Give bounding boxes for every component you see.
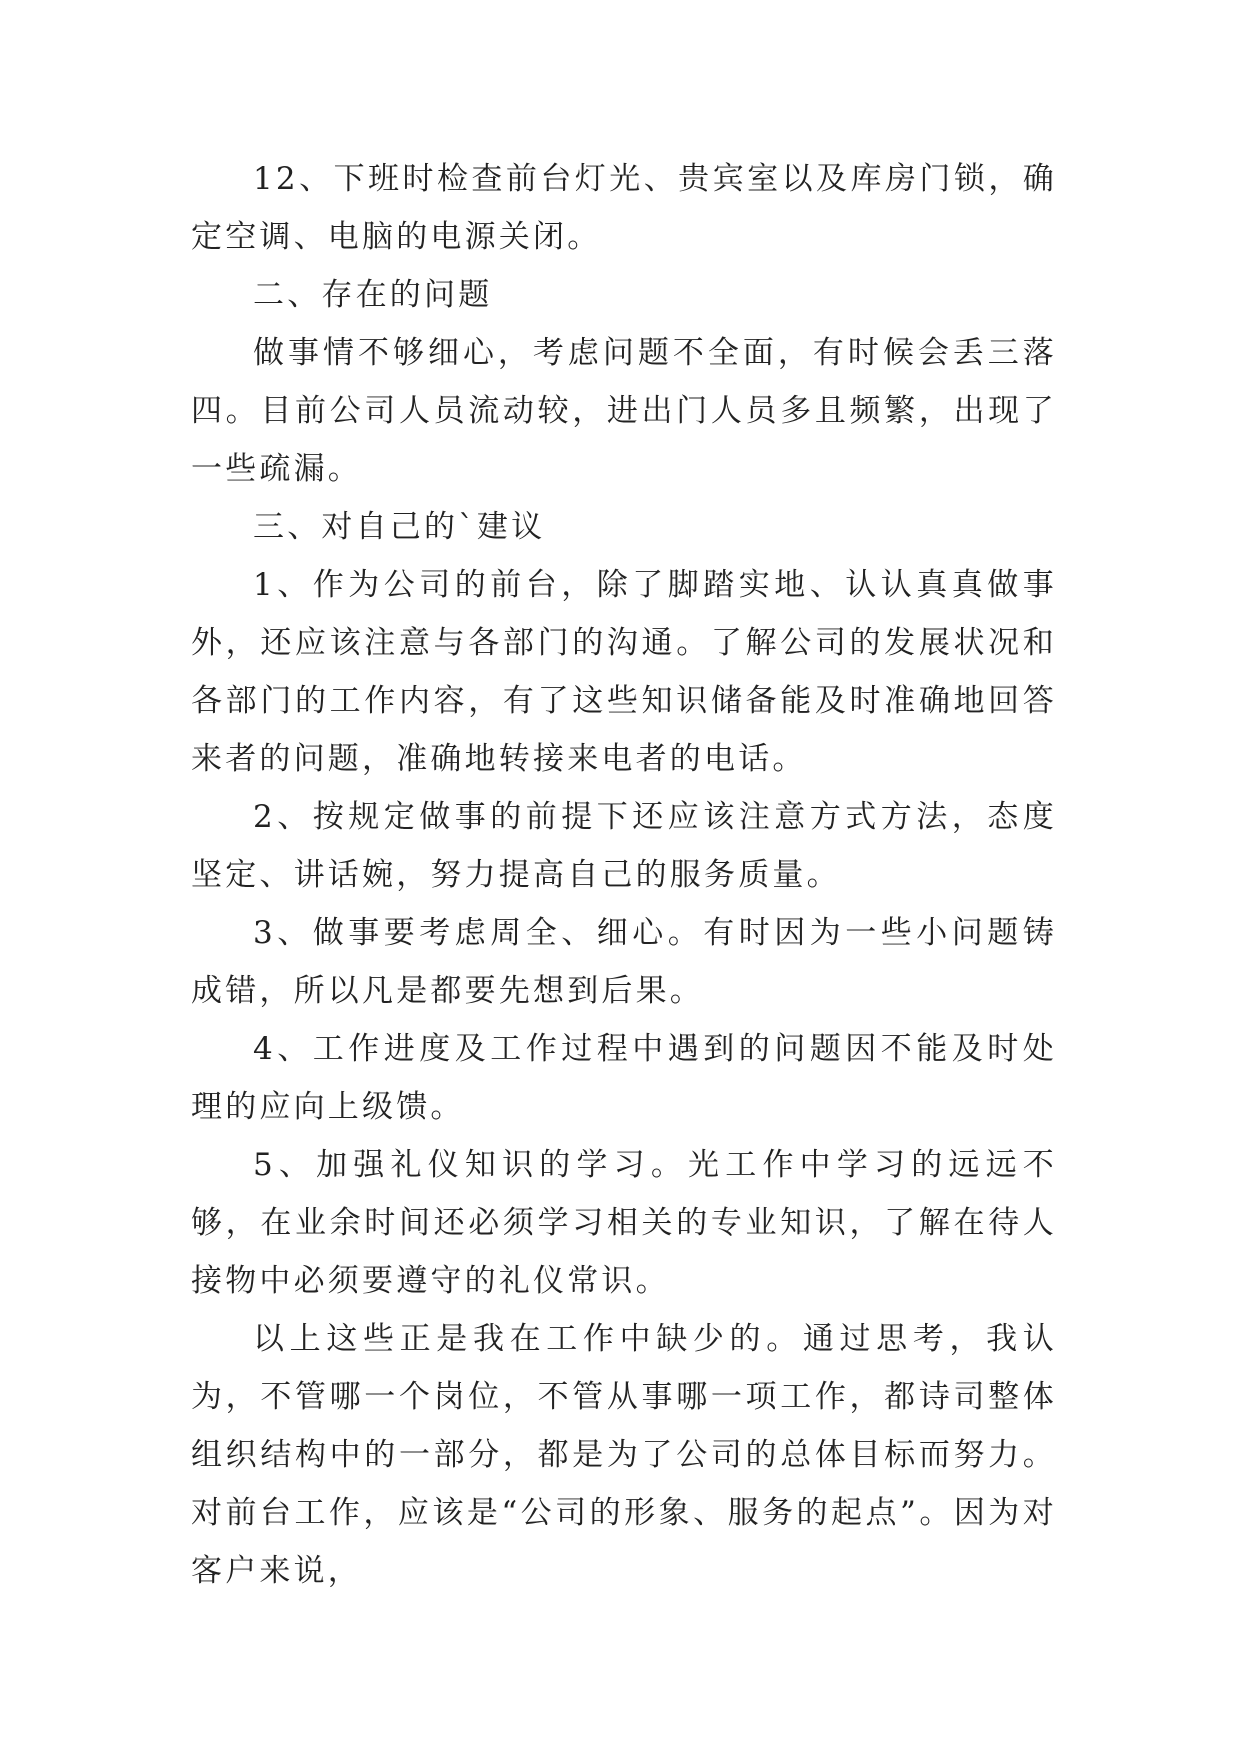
document-page bbox=[191, 150, 1057, 1600]
paragraph-item-12: 12、下班时检查前台灯光、贵宾室以及库房门锁，确定空调、电脑的电源关闭。 bbox=[191, 161, 1057, 255]
paragraph-suggestion-5: 5、加强礼仪知识的学习。光工作中学习的远远不够，在业余时间还必须学习相关的专业知识，了解在待人接物中必须要遵守的礼仪常识。 bbox=[191, 1147, 1057, 1299]
paragraph-suggestion-4: 4、工作进度及工作过程中遇到的问题因不能及时处理的应向上级馈。 bbox=[191, 1031, 1057, 1125]
paragraph-problems: 做事情不够细心，考虑问题不全面，有时候会丢三落四。目前公司人员流动较，进出门人员多且频繁，出现了一些疏漏。 bbox=[191, 335, 1057, 487]
paragraph-suggestion-3: 3、做事要考虑周全、细心。有时因为一些小问题铸成错，所以凡是都要先想到后果。 bbox=[191, 915, 1057, 1009]
paragraph-conclusion: 以上这些正是我在工作中缺少的。通过思考，我认为，不管哪一个岗位，不管从事哪一项工作，都诗司整体组织结构中的一部分，都是为了公司的总体目标而努力。对前台工作，应该是“公司的形象、服务的起点”。因为对客户来说， bbox=[191, 1321, 1057, 1589]
paragraph-suggestion-2: 2、按规定做事的前提下还应该注意方式方法，态度坚定、讲话婉，努力提高自己的服务质量。 bbox=[191, 799, 1057, 893]
section-heading-suggestions: 三、对自己的`建议 bbox=[253, 509, 546, 545]
paragraph-suggestion-1: 1、作为公司的前台，除了脚踏实地、认认真真做事外，还应该注意与各部门的沟通。了解公司的发展状况和各部门的工作内容，有了这些知识储备能及时准确地回答来者的问题，准确地转接来电者的电话。 bbox=[191, 567, 1057, 777]
section-heading-problems: 二、存在的问题 bbox=[253, 277, 493, 313]
